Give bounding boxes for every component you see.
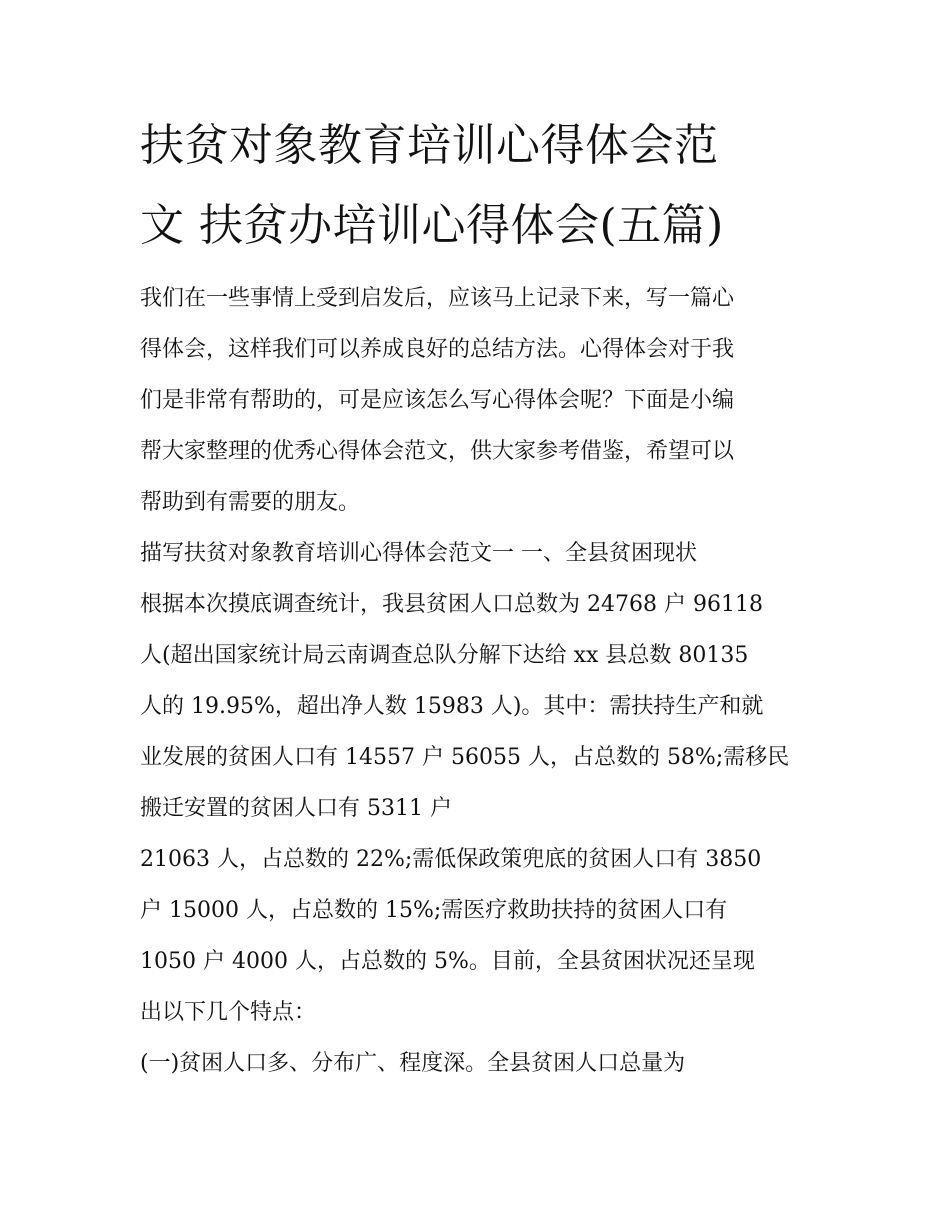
document-title-line-2: 文 扶贫办培训心得体会(五篇): [140, 200, 724, 251]
body-line-7: 根据本次摸底调查统计，我县贫困人口总数为 24768 户 96118: [140, 592, 763, 617]
body-line-5: 帮助到有需要的朋友。: [140, 490, 361, 515]
body-line-3: 们是非常有帮助的，可是应该怎么写心得体会呢？下面是小编: [140, 388, 735, 413]
section-heading-line: 描写扶贫对象教育培训心得体会范文一 一、全县贫困现状: [140, 541, 697, 566]
body-line-4: 帮大家整理的优秀心得体会范文，供大家参考借鉴，希望可以: [140, 439, 735, 464]
body-line-14: 1050 户 4000 人，占总数的 5%。目前，全县贫困状况还呈现: [140, 949, 755, 974]
body-line-2: 得体会，这样我们可以养成良好的总结方法。心得体会对于我: [140, 337, 735, 362]
body-line-8: 人(超出国家统计局云南调查总队分解下达给 xx 县总数 80135: [140, 643, 749, 668]
body-line-10: 业发展的贫困人口有 14557 户 56055 人，占总数的 58%;需移民: [140, 745, 790, 770]
body-line-12: 21063 人，占总数的 22%;需低保政策兜底的贫困人口有 3850: [140, 847, 762, 872]
body-line-9: 人的 19.95%，超出净人数 15983 人)。其中：需扶持生产和就: [140, 694, 764, 719]
document-title-line-1: 扶贫对象教育培训心得体会范: [140, 120, 719, 171]
body-line-13: 户 15000 人，占总数的 15%;需医疗救助扶持的贫困人口有: [140, 898, 728, 923]
body-line-1: 我们在一些事情上受到启发后，应该马上记录下来，写一篇心: [140, 286, 735, 311]
body-line-11: 搬迁安置的贫困人口有 5311 户: [140, 796, 452, 821]
body-line-15: 出以下几个特点：: [140, 1000, 317, 1025]
body-line-16: (一)贫困人口多、分布广、程度深。全县贫困人口总量为: [140, 1051, 686, 1076]
